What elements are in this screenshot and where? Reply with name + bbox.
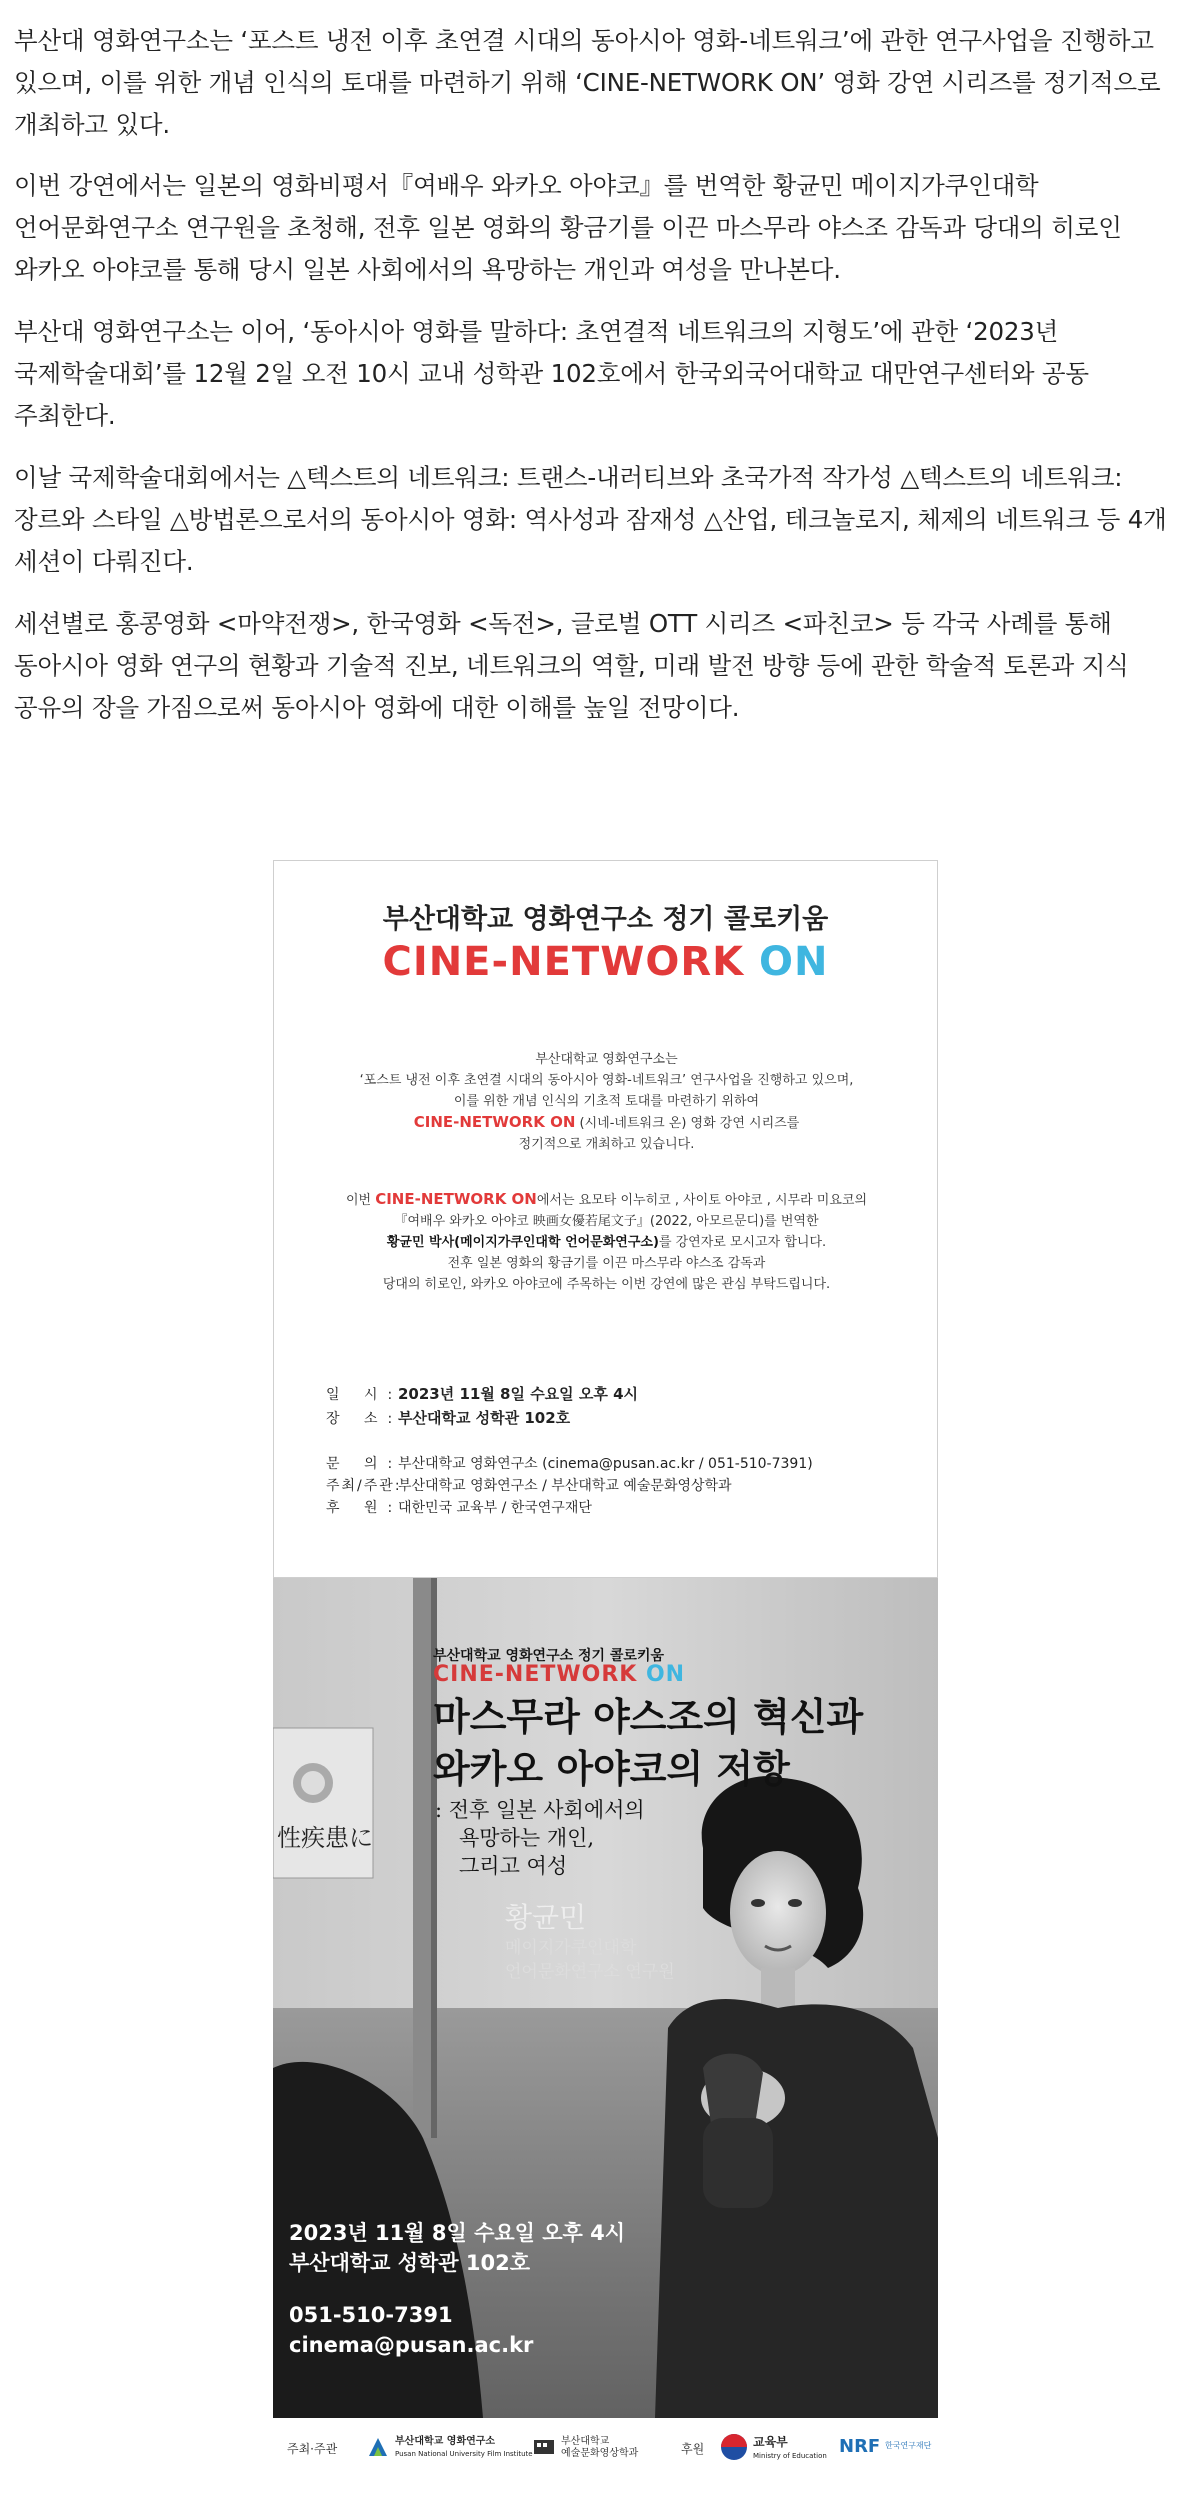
info-host: 주최/주관:부산대학교 영화연구소 / 부산대학교 예술문화영상학과: [326, 1478, 732, 1494]
nrf-logo: NRF: [839, 2436, 881, 2457]
lecture-subtitle: : 전후 일본 사회에서의 욕망하는 개인, 그리고 여성: [435, 1798, 645, 1878]
host-label: 주최·주관: [287, 2442, 338, 2456]
cine-network-logo: CINE-NETWORK ON: [433, 1662, 686, 1687]
poster-intro-text: 부산대학교 영화연구소는 ‘포스트 냉전 이후 초연결 시대의 동아시아 영화-네트워크’ 연구사업을 진행하고 있으며, 이를 위한 개념 인식의 기초적 토대를 마련하기 위하여 CINE-NETWORK ON (시네-네트워크 온) 영화 강연 시리즈를 정기적으로 개최하고 있습니다.: [359, 1052, 854, 1152]
poster-event-text: 이번 CINE-NETWORK ON에서는 요모타 이누히코 , 사이토 아야코 , 시무라 미요코의 『여배우 와카오 아야코 映画女優若尾文子』(2022, 아모르문디)를 번역한 황균민 박사(메이지가쿠인대학 언어문화연구소)를 강연자로 모시고자 합니다. 전후 일본 영화의 황금기를 이끈 마스무라 야스조 감독과 당대의 히로인, 와카오 아야코에 주목하는 이번 강연에 많은 관심 부탁드립니다.: [345, 1190, 868, 1292]
article-paragraph: 세션별로 홍콩영화 <마약전쟁>, 한국영화 <독전>, 글로벌 OTT 시리즈 <파친코> 등 각국 사례를 통해 동아시아 영화 연구의 현황과 기술적 진보, 네트워크의 역할, 미래 발전 방향 등에 관한 학술적 토론과 지식 공유의 장을 가짐으로써 동아시아 영화에 대한 이해를 높일 전망이다.: [14, 609, 1129, 722]
article-paragraph: 이날 국제학술대회에서는 △텍스트의 네트워크: 트랜스-내러티브와 초국가적 작가성 △텍스트의 네트워크: 장르와 스타일 △방법론으로서의 동아시아 영화: 역사성과 잠재성 △산업, 테크놀로지, 체제의 네트워크 등 4개 세션이 다뤄진다.: [14, 463, 1167, 576]
article-paragraph: 이번 강연에서는 일본의 영화비평서『여배우 와카오 아야코』를 번역한 황균민 메이지가쿠인대학 언어문화연구소 연구원을 초청해, 전후 일본 영화의 황금기를 이끈 마스무라 야스조 감독과 당대의 히로인 와카오 아야코를 통해 당시 일본 사회에서의 욕망하는 개인과 여성을 만나본다.: [14, 171, 1122, 284]
event-datetime-place: 2023년 11월 8일 수요일 오후 4시 부산대학교 성학관 102호: [289, 2221, 626, 2275]
poster-subtitle: 부산대학교 영화연구소 정기 콜로키움: [382, 904, 829, 935]
lecture-film-poster: [273, 1578, 938, 2478]
pnu-art-film-dept-logo-icon: [531, 2434, 557, 2460]
speaker-affiliation: 메이지가쿠인대학 언어문화연구소 연구원: [505, 1938, 675, 1982]
info-contact: 문 의:부산대학교 영화연구소 (cinema@pusan.ac.kr / 051-510-7391): [326, 1456, 813, 1472]
sign-text: 性疾患に: [277, 1824, 373, 1852]
org1-name: 부산대학교 영화연구소 Pusan National University Film Institute: [395, 2436, 533, 2458]
poster-subtitle: 부산대학교 영화연구소 정기 콜로키움: [433, 1648, 665, 1664]
article-paragraph: 부산대 영화연구소는 ‘포스트 냉전 이후 초연결 시대의 동아시아 영화-네트워크’에 관한 연구사업을 진행하고 있으며, 이를 위한 개념 인식의 토대를 마련하기 위해 ‘CINE-NETWORK ON’ 영화 강연 시리즈를 정기적으로 개최하고 있다.: [14, 26, 1161, 139]
lecture-title-line1: 마스무라 야스조의 혁신과: [433, 1694, 864, 1739]
article-paragraph: 부산대 영화연구소는 이어, ‘동아시아 영화를 말하다: 초연결적 네트워크의 지형도’에 관한 ‘2023년 국제학술대회’를 12월 2일 오전 10시 교내 성학관 102호에서 한국외국어대학교 대만연구센터와 공동 주최한다.: [14, 317, 1089, 430]
org2-name: 부산대학교 예술문화영상학과: [561, 2436, 639, 2459]
moe-name: 교육부 Ministry of Education: [753, 2435, 827, 2460]
poster-footer: [273, 2418, 938, 2478]
article-body: [14, 20, 1190, 749]
info-place: 장 소:부산대학교 성학관 102호: [326, 1409, 571, 1427]
pnu-film-institute-logo-icon: [365, 2434, 391, 2460]
colloquium-info-poster: [273, 860, 938, 1578]
lecture-title-line2: 와카오 아야코의 저항: [433, 1746, 790, 1791]
info-support: 후 원:대한민국 교육부 / 한국연구재단: [326, 1500, 592, 1516]
cine-network-logo: CINE-NETWORK ON: [382, 939, 829, 985]
ministry-of-education-logo-icon: [719, 2432, 749, 2462]
event-contact: 051-510-7391 cinema@pusan.ac.kr: [289, 2303, 534, 2357]
support-label: 후원: [681, 2442, 705, 2456]
speaker-name: 황균민: [505, 1901, 587, 1934]
nrf-name: 한국연구재단: [885, 2441, 932, 2450]
info-date: 일 시:2023년 11월 8일 수요일 오후 4시: [326, 1385, 639, 1403]
